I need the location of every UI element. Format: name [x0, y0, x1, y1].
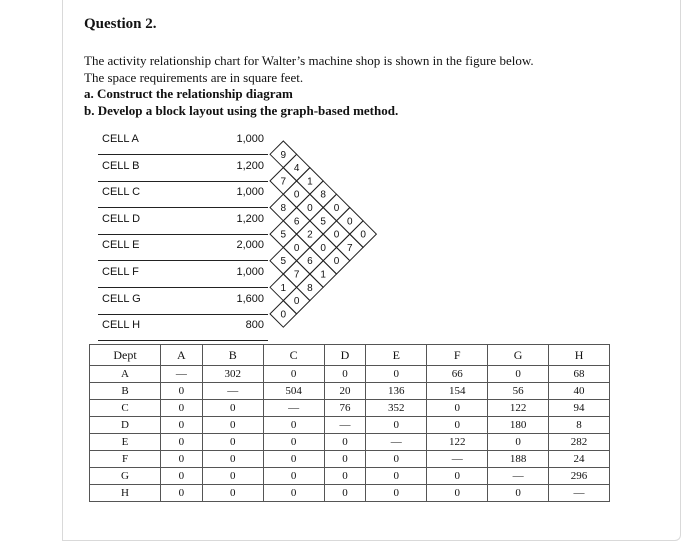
cell-name: CELL D [102, 212, 141, 225]
matrix-cell: 180 [488, 417, 549, 434]
matrix-cell: 0 [427, 417, 488, 434]
table-row [90, 417, 610, 434]
matrix-cell: 0 [427, 400, 488, 417]
cell-name: CELL E [102, 239, 140, 252]
matrix-cell: — [202, 383, 263, 400]
matrix-header-row [90, 345, 610, 366]
relationship-value: 0 [293, 242, 300, 254]
matrix-row-header: A [90, 366, 161, 383]
matrix-row-header: B [90, 383, 161, 400]
relationship-value: 7 [347, 242, 353, 254]
relationship-value: 0 [333, 229, 340, 241]
table-row [90, 366, 610, 383]
matrix-cell: 0 [488, 366, 549, 383]
question-part-a: a. Construct the relationship diagram [84, 86, 293, 101]
matrix-row-header: F [90, 451, 161, 468]
matrix-cell: 282 [549, 434, 610, 451]
matrix-header-cell: A [161, 345, 203, 366]
cell-name: CELL H [102, 319, 141, 332]
matrix-header-cell: Dept [90, 345, 161, 366]
matrix-cell: 0 [161, 383, 203, 400]
matrix-cell: — [366, 434, 427, 451]
matrix-cell: 0 [161, 417, 203, 434]
table-row [90, 434, 610, 451]
matrix-cell: 154 [427, 383, 488, 400]
matrix-header-cell: C [263, 345, 324, 366]
relationship-value: 0 [293, 296, 300, 308]
matrix-cell: 122 [488, 400, 549, 417]
cell-size: 1,000 [236, 186, 264, 199]
matrix-cell: 0 [488, 434, 549, 451]
cell-name: CELL F [102, 266, 139, 278]
question-line-2: The space requirements are in square feet. [84, 69, 304, 85]
relationship-value: 1 [280, 282, 287, 294]
table-row [90, 451, 610, 468]
matrix-cell: 0 [366, 417, 427, 434]
matrix-cell: 352 [366, 400, 427, 417]
matrix-cell: 0 [263, 485, 324, 502]
matrix-cell: 0 [324, 468, 366, 485]
cell-size: 1,000 [236, 133, 264, 145]
matrix-cell: 296 [549, 468, 610, 485]
relationship-value: 8 [280, 203, 287, 214]
cell-size: 1,200 [236, 159, 264, 172]
matrix-row-header: D [90, 417, 161, 434]
matrix-cell: — [427, 451, 488, 468]
matrix-cell: 0 [324, 485, 366, 502]
question-part-b: b. Develop a block layout using the graph-based method. [84, 102, 399, 118]
matrix-header-cell: E [366, 345, 427, 366]
matrix-cell: — [263, 400, 324, 417]
matrix-cell: 0 [366, 366, 427, 383]
matrix-row-header: E [90, 434, 161, 451]
matrix-cell: — [549, 485, 610, 502]
matrix-cell: 24 [549, 451, 610, 468]
matrix-header-cell: F [427, 345, 488, 366]
matrix-cell: 0 [202, 451, 263, 468]
matrix-cell: 0 [161, 451, 203, 468]
relationship-value: 6 [307, 256, 313, 268]
matrix-header-cell: B [202, 345, 263, 366]
relationship-value: 5 [280, 229, 287, 241]
relationship-value: 5 [280, 256, 287, 268]
matrix-cell: 0 [366, 485, 427, 502]
matrix-header-cell: D [324, 345, 366, 366]
matrix-cell: 40 [549, 383, 610, 400]
matrix-header-cell: G [488, 345, 549, 366]
relationship-value: 0 [320, 242, 326, 254]
table-row [90, 468, 610, 485]
matrix-cell: 0 [202, 485, 263, 502]
cell-name: CELL B [102, 159, 140, 172]
cell-size: 1,200 [236, 212, 264, 225]
matrix-cell: 0 [366, 451, 427, 468]
relationship-value: 0 [280, 309, 287, 321]
relationship-value: 5 [320, 216, 326, 228]
relationship-value: 0 [333, 203, 340, 214]
matrix-cell: 0 [427, 468, 488, 485]
cell-size: 2,000 [236, 239, 264, 252]
matrix-cell: 0 [263, 434, 324, 451]
relationship-value: 9 [280, 149, 287, 161]
matrix-row-header: G [90, 468, 161, 485]
relationship-value: 0 [307, 203, 313, 214]
matrix-cell: 0 [202, 468, 263, 485]
cell-size: 1,000 [236, 266, 264, 278]
matrix-cell: 504 [263, 383, 324, 400]
matrix-cell: 0 [324, 434, 366, 451]
matrix-cell: 0 [427, 485, 488, 502]
matrix-cell: 66 [427, 366, 488, 383]
matrix-cell: 68 [549, 366, 610, 383]
cell-name: CELL C [102, 186, 141, 199]
cell-size: 800 [245, 319, 264, 332]
relationship-value: 7 [293, 269, 300, 281]
matrix-cell: 302 [202, 366, 263, 383]
matrix-cell: 0 [263, 451, 324, 468]
relationship-value: 4 [293, 163, 300, 175]
matrix-cell: 0 [263, 366, 324, 383]
question-title: Question 2. [84, 16, 157, 32]
relationship-value: 7 [280, 176, 287, 188]
matrix-row-header: C [90, 400, 161, 417]
relationship-value: 1 [307, 176, 313, 188]
matrix-cell: 122 [427, 434, 488, 451]
matrix-cell: 0 [324, 451, 366, 468]
cell-size: 1,600 [236, 292, 264, 305]
matrix-cell: 0 [324, 366, 366, 383]
matrix-cell: 76 [324, 400, 366, 417]
matrix-cell: 20 [324, 383, 366, 400]
cell-name: CELL A [102, 133, 139, 145]
matrix-cell: 0 [202, 417, 263, 434]
table-row [90, 400, 610, 417]
matrix-cell: 94 [549, 400, 610, 417]
matrix-cell: 0 [161, 434, 203, 451]
matrix-cell: 0 [161, 485, 203, 502]
matrix-cell: 0 [488, 485, 549, 502]
matrix-cell: 0 [161, 400, 203, 417]
matrix-cell: 0 [366, 468, 427, 485]
matrix-cell: 0 [202, 400, 263, 417]
matrix-cell: 0 [202, 434, 263, 451]
matrix-cell: 0 [161, 468, 203, 485]
matrix-header-cell: H [549, 345, 610, 366]
matrix-cell: 188 [488, 451, 549, 468]
matrix-row-header: H [90, 485, 161, 502]
table-row [90, 485, 610, 502]
relationship-value: 0 [360, 229, 366, 241]
flow-matrix-table [89, 344, 610, 502]
matrix-cell: — [324, 417, 366, 434]
matrix-cell: 136 [366, 383, 427, 400]
relationship-value: 0 [347, 216, 353, 228]
matrix-cell: — [161, 366, 203, 383]
relationship-value: 2 [307, 229, 313, 241]
question-line-1: The activity relationship chart for Walter’s machine shop is shown in the figure below. [84, 53, 534, 68]
cell-name: CELL G [102, 292, 141, 305]
relationship-value: 0 [293, 189, 300, 201]
relationship-value: 0 [333, 256, 340, 268]
table-row [90, 383, 610, 400]
relationship-value: 8 [320, 189, 326, 201]
matrix-cell: 56 [488, 383, 549, 400]
matrix-cell: 0 [263, 417, 324, 434]
relationship-value: 6 [293, 216, 300, 228]
relationship-value: 8 [307, 282, 313, 294]
matrix-cell: 8 [549, 417, 610, 434]
relationship-value: 1 [320, 269, 326, 281]
matrix-cell: — [488, 468, 549, 485]
matrix-cell: 0 [263, 468, 324, 485]
